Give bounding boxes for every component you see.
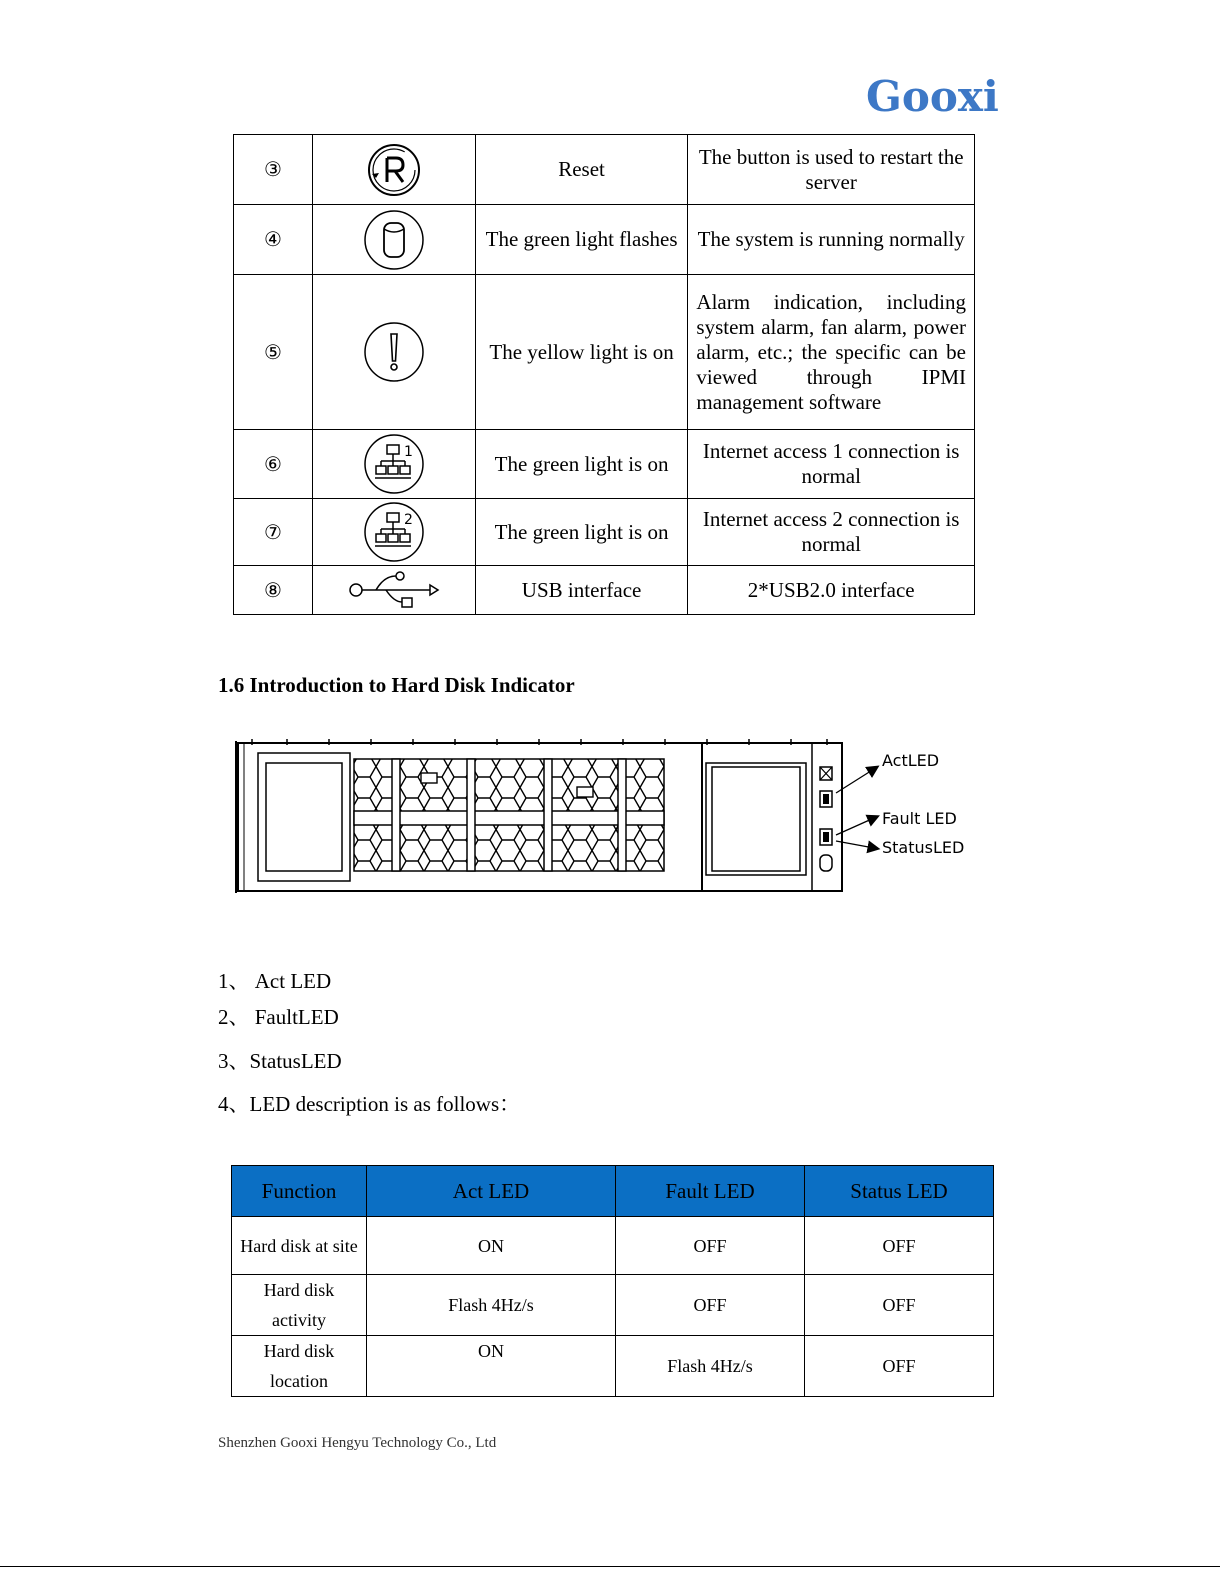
table-cell: Hard disk activity xyxy=(232,1275,367,1336)
table-cell: Hard disk at site xyxy=(232,1217,367,1275)
column-header: Status LED xyxy=(805,1166,994,1217)
front-panel-table xyxy=(233,134,975,615)
row-number: ⑧ xyxy=(234,566,313,615)
reset-icon xyxy=(366,142,422,198)
column-header: Fault LED xyxy=(616,1166,805,1217)
table-cell: OFF xyxy=(616,1217,805,1275)
column-header: Function xyxy=(232,1166,367,1217)
list-item: 1、 Act LED xyxy=(218,969,332,993)
table-cell: OFF xyxy=(616,1275,805,1336)
indicator-state: Reset xyxy=(475,135,688,205)
table-row xyxy=(234,566,975,615)
indicator-description: Internet access 2 connection is normal xyxy=(688,499,975,566)
indicator-description: The system is running normally xyxy=(688,205,975,275)
table-row xyxy=(234,205,975,275)
table-cell: OFF xyxy=(805,1217,994,1275)
table-cell: ON xyxy=(367,1217,616,1275)
usb-icon xyxy=(346,570,442,610)
brand-logo: Gooxi xyxy=(866,72,999,121)
disk-icon xyxy=(363,209,425,271)
act-led-label: ActLED xyxy=(882,751,940,770)
row-number: ⑦ xyxy=(234,499,313,566)
alarm-icon xyxy=(363,321,425,383)
indicator-state: The yellow light is on xyxy=(475,275,688,430)
indicator-state: The green light is on xyxy=(475,430,688,499)
row-number: ⑥ xyxy=(234,430,313,499)
list-item: 3、StatusLED xyxy=(218,1049,342,1073)
page-divider xyxy=(0,1566,1220,1567)
table-cell: Flash 4Hz/s xyxy=(367,1275,616,1336)
hard-disk-tray-diagram xyxy=(232,735,972,900)
table-cell: OFF xyxy=(805,1275,994,1336)
indicator-description: 2*USB2.0 interface xyxy=(688,566,975,615)
row-number: ④ xyxy=(234,205,313,275)
column-header: Act LED xyxy=(367,1166,616,1217)
indicator-description: Internet access 1 connection is normal xyxy=(688,430,975,499)
status-led-label: StatusLED xyxy=(882,838,965,857)
table-row xyxy=(234,275,975,430)
indicator-state: USB interface xyxy=(475,566,688,615)
table-row xyxy=(232,1275,994,1336)
svg-text:2: 2 xyxy=(403,512,413,528)
list-item: 2、 FaultLED xyxy=(218,1005,339,1029)
table-cell: OFF xyxy=(805,1336,994,1397)
indicator-description: The button is used to restart the server xyxy=(688,135,975,205)
table-row xyxy=(232,1336,994,1397)
table-row xyxy=(234,430,975,499)
table-header-row xyxy=(232,1166,994,1217)
table-row xyxy=(234,135,975,205)
indicator-state: The green light is on xyxy=(475,499,688,566)
indicator-state: The green light flashes xyxy=(475,205,688,275)
table-row xyxy=(232,1217,994,1275)
table-cell: Hard disk location xyxy=(232,1336,367,1397)
row-number: ③ xyxy=(234,135,313,205)
footer-company: Shenzhen Gooxi Hengyu Technology Co., Ltd xyxy=(218,1435,497,1451)
network-1-icon xyxy=(363,433,425,495)
network-2-icon xyxy=(363,501,425,563)
section-heading: 1.6 Introduction to Hard Disk Indicator xyxy=(218,673,575,697)
indicator-description: Alarm indication, including system alarm, fan alarm, power alarm, etc.; the specific can be viewed through IPMI management software xyxy=(688,275,975,430)
table-row xyxy=(234,499,975,566)
led-description-table xyxy=(231,1165,994,1397)
list-item: 4、LED description is as follows： xyxy=(218,1092,521,1116)
table-cell: ON xyxy=(367,1336,616,1397)
table-cell: Flash 4Hz/s xyxy=(616,1336,805,1397)
row-number: ⑤ xyxy=(234,275,313,430)
svg-text:1: 1 xyxy=(403,444,413,460)
fault-led-label: Fault LED xyxy=(882,809,957,828)
